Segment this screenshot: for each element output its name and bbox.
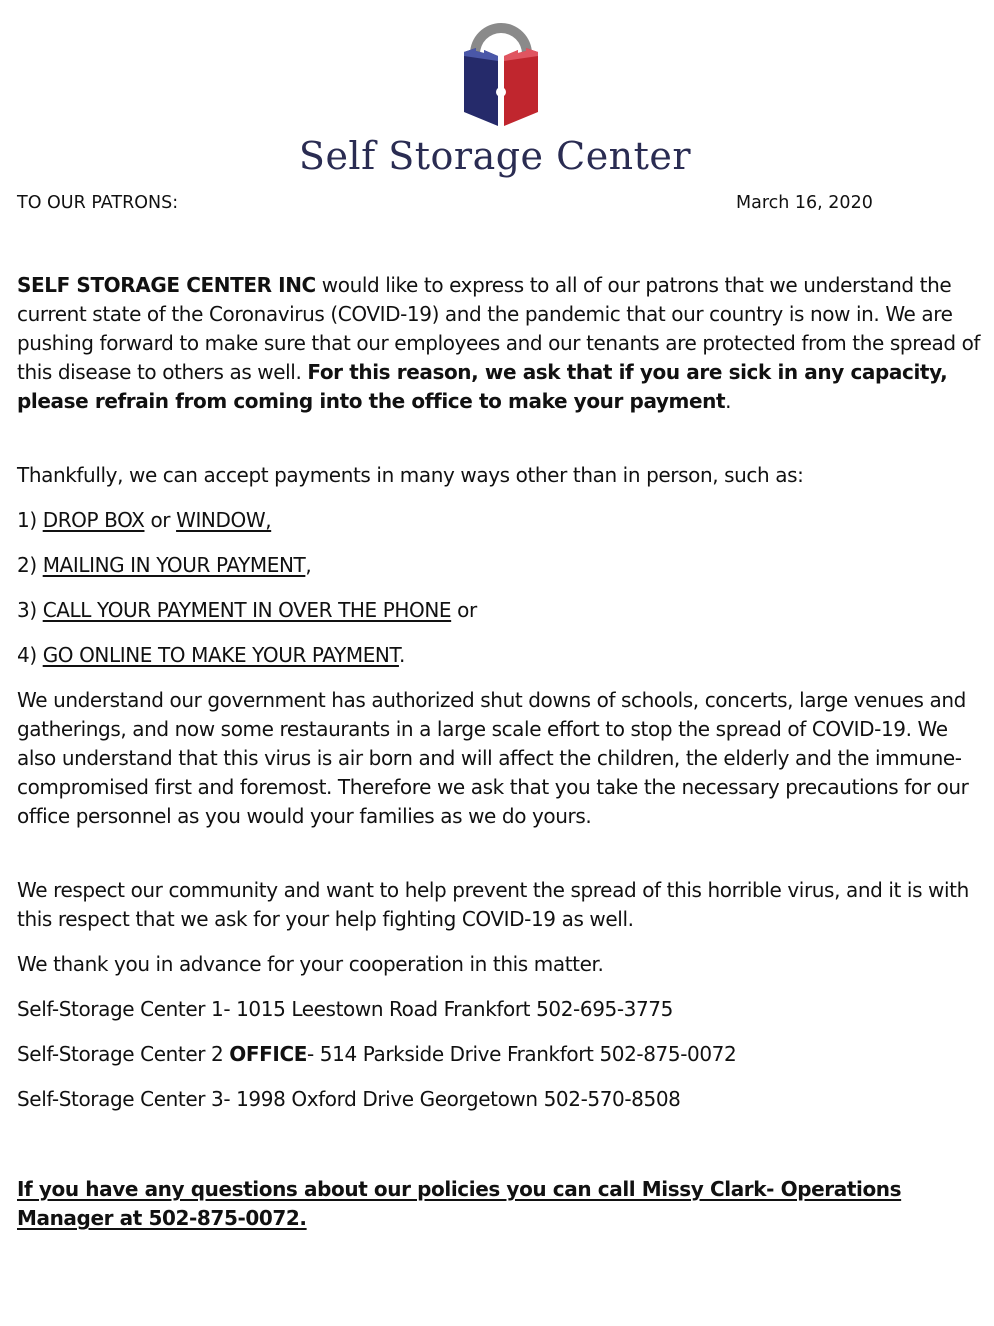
- location-2-name: Self-Storage Center 2: [17, 1042, 230, 1066]
- option-drop-box: DROP BOX: [42, 508, 145, 532]
- padlock-logo-icon: [460, 16, 542, 128]
- letter-date: March 16, 2020: [736, 193, 873, 213]
- location-1: Self-Storage Center 1- 1015 Leestown Road Frankfort 502-695-3775: [17, 997, 673, 1021]
- salutation: TO OUR PATRONS:: [17, 193, 179, 213]
- brand-name: Self Storage Center: [298, 134, 692, 178]
- payment-option-2: [17, 551, 989, 580]
- thanks-line: We thank you in advance for your cooperation in this matter.: [17, 952, 604, 976]
- option-connector: or: [144, 508, 177, 532]
- intro-paragraph: [17, 271, 989, 416]
- option-number: 3): [17, 598, 43, 622]
- option-number: 4): [17, 643, 43, 667]
- intro-text: would like to express to all of our patrons that we understand the current state of the Coronavirus (COVID-19) and the pandemic that our country is now in. We are pushing forward to make sure that our employees and our tenants are protected from the spread of this disease to others as well.: [17, 273, 981, 384]
- option-number: 2): [17, 553, 43, 577]
- location-3: Self-Storage Center 3- 1998 Oxford Drive Georgetown 502-570-8508: [17, 1087, 681, 1111]
- option-end: ,: [305, 553, 312, 577]
- location-2: [17, 1040, 989, 1069]
- intro-end: .: [725, 389, 732, 413]
- option-end: or: [451, 598, 477, 622]
- sick-request: For this reason, we ask that if you are sick in any capacity, please refrain from coming into the office to make your payment: [17, 360, 948, 413]
- payment-intro: Thankfully, we can accept payments in many ways other than in person, such as:: [17, 463, 804, 487]
- payment-option-3: [17, 596, 989, 625]
- option-online: GO ONLINE TO MAKE YOUR PAYMENT: [42, 643, 399, 667]
- option-window: WINDOW,: [176, 508, 272, 532]
- option-end: .: [398, 643, 405, 667]
- contact-note: If you have any questions about our policies you can call Missy Clark- Operations Manager at 502-875-0072.: [17, 1177, 902, 1230]
- option-phone: CALL YOUR PAYMENT IN OVER THE PHONE: [42, 598, 452, 622]
- option-mailing: MAILING IN YOUR PAYMENT: [42, 553, 306, 577]
- company-name: SELF STORAGE CENTER INC: [17, 273, 316, 297]
- government-paragraph: We understand our government has authorized shut downs of schools, concerts, large venues and gatherings, and now some restaurants in a large scale effort to stop the spread of COVID-19. We also understand that this virus is air born and will affect the children, the elderly and the immune-compromised first and foremost. Therefore we ask that you take the necessary precautions for our office personnel as you would your families as we do yours.: [17, 688, 969, 828]
- payment-option-4: [17, 641, 989, 670]
- location-2-address: - 514 Parkside Drive Frankfort 502-875-0072: [307, 1042, 737, 1066]
- respect-paragraph: We respect our community and want to help prevent the spread of this horrible virus, and it is with this respect that we ask for your help fighting COVID-19 as well.: [17, 878, 969, 931]
- payment-option-1: [17, 506, 989, 535]
- option-number: 1): [17, 508, 43, 532]
- office-label: OFFICE: [229, 1042, 308, 1066]
